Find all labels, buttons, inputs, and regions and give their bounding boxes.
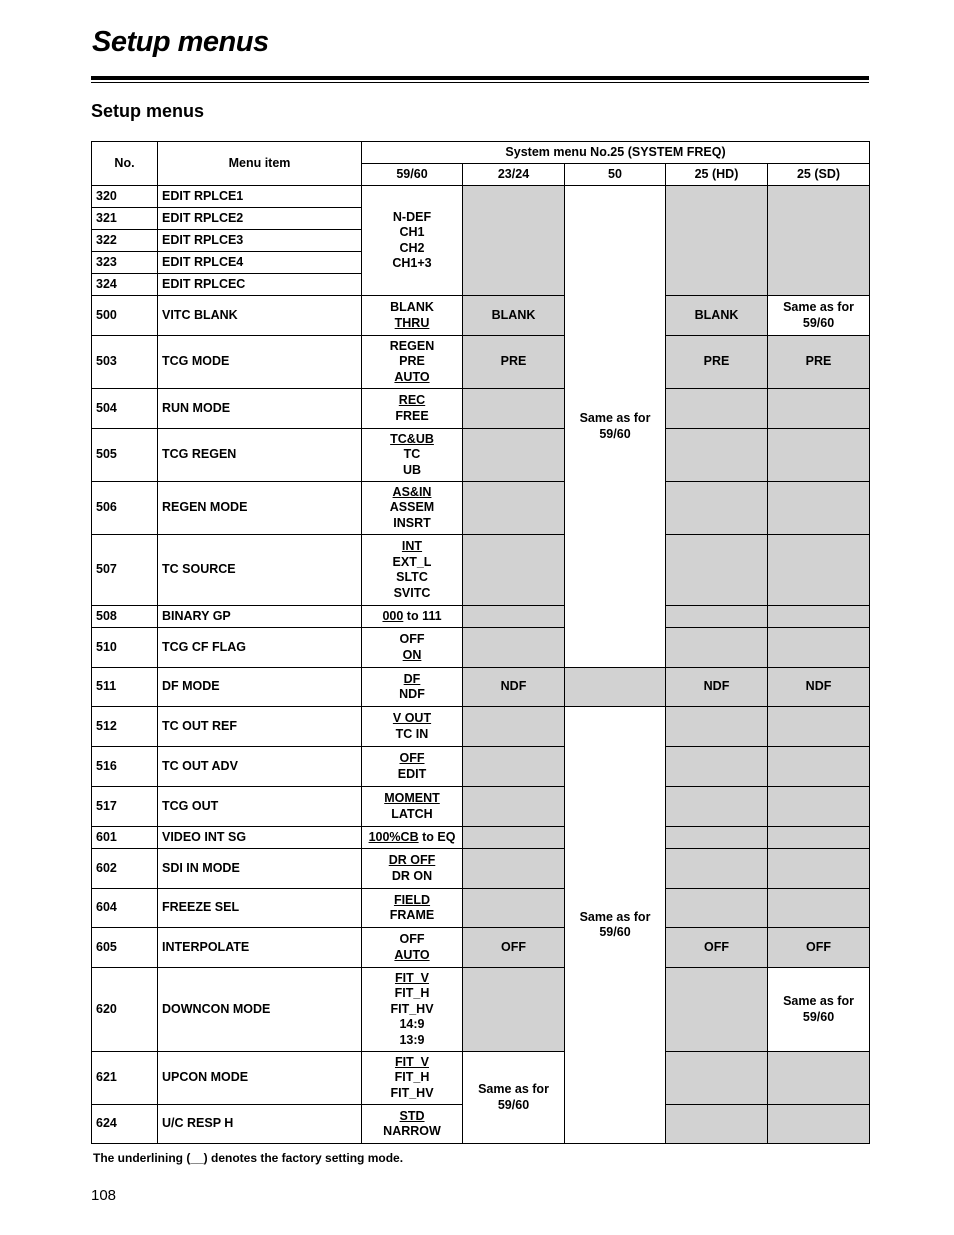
value-50: Same as for 59/60 xyxy=(565,186,666,668)
value-25hd-na xyxy=(666,747,768,787)
setup-menu-table xyxy=(91,141,870,1144)
table-row xyxy=(92,186,870,208)
value-5960: AS&IN ASSEM INSRT xyxy=(362,482,463,535)
footnote: The underlining (__) denotes the factory setting mode. xyxy=(93,1151,404,1165)
value-25hd-na xyxy=(666,606,768,628)
table-row xyxy=(92,535,870,606)
header-no: No. xyxy=(92,142,158,186)
value-5960: TC&UB TC UB xyxy=(362,429,463,482)
menu-item: SDI IN MODE xyxy=(158,849,362,889)
table-row xyxy=(92,389,870,429)
value-25sd: Same as for 59/60 xyxy=(768,296,870,336)
menu-no: 506 xyxy=(92,482,158,535)
value-25sd-na xyxy=(768,606,870,628)
value-5960: STD NARROW xyxy=(362,1105,463,1144)
value-25hd-na xyxy=(666,968,768,1052)
title-rule xyxy=(91,76,869,80)
menu-item: VITC BLANK xyxy=(158,296,362,336)
table-row xyxy=(92,482,870,535)
menu-item: EDIT RPLCEC xyxy=(158,274,362,296)
menu-item: EDIT RPLCE1 xyxy=(158,186,362,208)
value-50: Same as for 59/60 xyxy=(565,707,666,1144)
value-2324-na xyxy=(463,606,565,628)
menu-item: INTERPOLATE xyxy=(158,928,362,968)
value-25sd: NDF xyxy=(768,668,870,707)
header-col-50: 50 xyxy=(565,164,666,186)
value-25sd-na xyxy=(768,186,870,296)
menu-item: TCG REGEN xyxy=(158,429,362,482)
value-2324-na xyxy=(463,482,565,535)
value-5960: FIT_V FIT_H FIT_HV xyxy=(362,1052,463,1105)
value-2324-na xyxy=(463,535,565,606)
value-2324-na xyxy=(463,968,565,1052)
menu-no: 504 xyxy=(92,389,158,429)
menu-no: 604 xyxy=(92,889,158,928)
menu-item: REGEN MODE xyxy=(158,482,362,535)
menu-no: 510 xyxy=(92,628,158,668)
value-25sd-na xyxy=(768,1052,870,1105)
value-2324-na xyxy=(463,827,565,849)
value-5960: MOMENT LATCH xyxy=(362,787,463,827)
menu-item: U/C RESP H xyxy=(158,1105,362,1144)
menu-no: 321 xyxy=(92,208,158,230)
value-5960: OFF AUTO xyxy=(362,928,463,968)
menu-no: 505 xyxy=(92,429,158,482)
value-2324-na xyxy=(463,747,565,787)
value-25hd-na xyxy=(666,389,768,429)
value-25hd-na xyxy=(666,849,768,889)
value-2324-na xyxy=(463,787,565,827)
menu-no: 508 xyxy=(92,606,158,628)
menu-item: TCG CF FLAG xyxy=(158,628,362,668)
table-row xyxy=(92,968,870,1052)
header-col-25hd: 25 (HD) xyxy=(666,164,768,186)
value-25sd-na xyxy=(768,787,870,827)
value-25hd-na xyxy=(666,186,768,296)
value-2324-na xyxy=(463,186,565,296)
table-row xyxy=(92,787,870,827)
table-row xyxy=(92,429,870,482)
value-25sd: Same as for 59/60 xyxy=(768,968,870,1052)
value-5960: FIT_V FIT_H FIT_HV 14:9 13:9 xyxy=(362,968,463,1052)
value-5960: INT EXT_L SLTC SVITC xyxy=(362,535,463,606)
menu-item: UPCON MODE xyxy=(158,1052,362,1105)
table-row xyxy=(92,747,870,787)
menu-item: EDIT RPLCE4 xyxy=(158,252,362,274)
menu-item: BINARY GP xyxy=(158,606,362,628)
value-25sd-na xyxy=(768,1105,870,1144)
header-system-menu: System menu No.25 (SYSTEM FREQ) xyxy=(362,142,870,164)
menu-no: 507 xyxy=(92,535,158,606)
value-5960: BLANK THRU xyxy=(362,296,463,336)
value-25sd: OFF xyxy=(768,928,870,968)
table-row xyxy=(92,668,870,707)
value-2324: BLANK xyxy=(463,296,565,336)
value-2324-na xyxy=(463,849,565,889)
value-2324: OFF xyxy=(463,928,565,968)
menu-no: 511 xyxy=(92,668,158,707)
menu-no: 324 xyxy=(92,274,158,296)
value-25hd: OFF xyxy=(666,928,768,968)
menu-item: TC OUT REF xyxy=(158,707,362,747)
value-25sd-na xyxy=(768,849,870,889)
value-25hd: BLANK xyxy=(666,296,768,336)
menu-item: TC OUT ADV xyxy=(158,747,362,787)
menu-no: 516 xyxy=(92,747,158,787)
value-5960: REC FREE xyxy=(362,389,463,429)
menu-no: 621 xyxy=(92,1052,158,1105)
value-2324: Same as for 59/60 xyxy=(463,1052,565,1144)
value-25hd: PRE xyxy=(666,336,768,389)
section-title: Setup menus xyxy=(91,101,205,121)
value-25sd-na xyxy=(768,628,870,668)
value-25sd-na xyxy=(768,747,870,787)
menu-no: 624 xyxy=(92,1105,158,1144)
value-2324: PRE xyxy=(463,336,565,389)
value-25sd-na xyxy=(768,707,870,747)
header-col-5960: 59/60 xyxy=(362,164,463,186)
table-row xyxy=(92,889,870,928)
menu-item: EDIT RPLCE2 xyxy=(158,208,362,230)
value-25hd-na xyxy=(666,482,768,535)
value-25sd-na xyxy=(768,482,870,535)
value-25sd-na xyxy=(768,827,870,849)
value-25hd-na xyxy=(666,628,768,668)
value-2324-na xyxy=(463,389,565,429)
header-menu-item: Menu item xyxy=(158,142,362,186)
menu-item: FREEZE SEL xyxy=(158,889,362,928)
value-25hd-na xyxy=(666,429,768,482)
menu-no: 323 xyxy=(92,252,158,274)
header-col-25sd: 25 (SD) xyxy=(768,164,870,186)
value-5960: 000 to 111 xyxy=(362,606,463,628)
header-col-2324: 23/24 xyxy=(463,164,565,186)
value-25hd-na xyxy=(666,535,768,606)
value-2324-na xyxy=(463,889,565,928)
page-title: Setup menus xyxy=(92,26,269,58)
title-rule-thin xyxy=(91,82,869,83)
menu-no: 602 xyxy=(92,849,158,889)
menu-item: VIDEO INT SG xyxy=(158,827,362,849)
menu-item: DF MODE xyxy=(158,668,362,707)
table-row xyxy=(92,1052,870,1105)
menu-item: TCG MODE xyxy=(158,336,362,389)
value-2324: NDF xyxy=(463,668,565,707)
menu-no: 605 xyxy=(92,928,158,968)
table-row xyxy=(92,296,870,336)
value-5960: FIELD FRAME xyxy=(362,889,463,928)
value-25hd: NDF xyxy=(666,668,768,707)
menu-item: TCG OUT xyxy=(158,787,362,827)
menu-no: 320 xyxy=(92,186,158,208)
value-50-na xyxy=(565,668,666,707)
value-5960: N-DEF CH1 CH2 CH1+3 xyxy=(362,186,463,296)
menu-no: 512 xyxy=(92,707,158,747)
menu-no: 517 xyxy=(92,787,158,827)
menu-no: 500 xyxy=(92,296,158,336)
value-5960: OFF EDIT xyxy=(362,747,463,787)
menu-item: TC SOURCE xyxy=(158,535,362,606)
value-5960: DR OFF DR ON xyxy=(362,849,463,889)
menu-item: DOWNCON MODE xyxy=(158,968,362,1052)
menu-no: 322 xyxy=(92,230,158,252)
value-25hd-na xyxy=(666,1105,768,1144)
value-25hd-na xyxy=(666,707,768,747)
value-25sd-na xyxy=(768,429,870,482)
menu-no: 620 xyxy=(92,968,158,1052)
page-number: 108 xyxy=(91,1187,117,1204)
table-row xyxy=(92,849,870,889)
value-25sd-na xyxy=(768,535,870,606)
table-row xyxy=(92,928,870,968)
value-25sd-na xyxy=(768,389,870,429)
menu-item: EDIT RPLCE3 xyxy=(158,230,362,252)
value-25hd-na xyxy=(666,827,768,849)
value-25sd: PRE xyxy=(768,336,870,389)
value-25sd-na xyxy=(768,889,870,928)
value-5960: 100%CB to EQ xyxy=(362,827,463,849)
table-row xyxy=(92,606,870,628)
table-row xyxy=(92,336,870,389)
value-25hd-na xyxy=(666,1052,768,1105)
menu-item: RUN MODE xyxy=(158,389,362,429)
value-2324-na xyxy=(463,429,565,482)
table-row xyxy=(92,707,870,747)
value-5960: OFF ON xyxy=(362,628,463,668)
table-row xyxy=(92,827,870,849)
value-2324-na xyxy=(463,628,565,668)
value-5960: REGEN PRE AUTO xyxy=(362,336,463,389)
menu-no: 503 xyxy=(92,336,158,389)
value-25hd-na xyxy=(666,787,768,827)
menu-no: 601 xyxy=(92,827,158,849)
value-25hd-na xyxy=(666,889,768,928)
value-2324-na xyxy=(463,707,565,747)
value-5960: V OUT TC IN xyxy=(362,707,463,747)
table-row xyxy=(92,628,870,668)
value-5960: DF NDF xyxy=(362,668,463,707)
